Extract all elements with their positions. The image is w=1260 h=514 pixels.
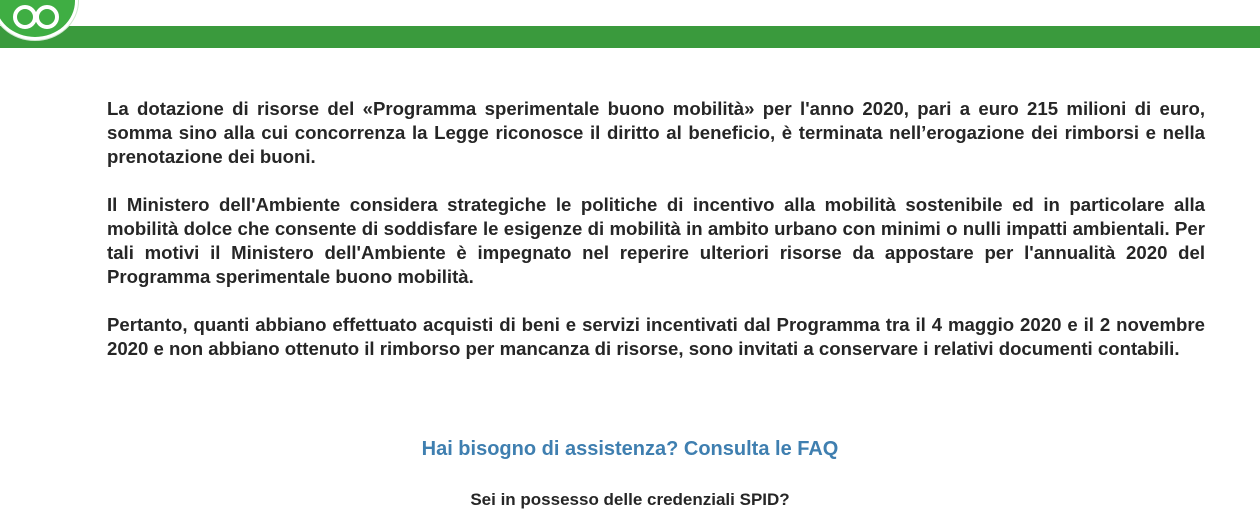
site-header [0,0,1260,48]
info-paragraph-purchases: Pertanto, quanti abbiano effettuato acquisti di beni e servizi incentivati dal Programma tra il 4 maggio 2020 e il 2 novembre 2020 e non abbiano ottenuto il rimborso per mancanza di risorse, sono invitati a conservare i relativi documenti contabili. [107,314,1205,359]
faq-link[interactable]: Hai bisogno di assistenza? Consulta le FAQ [421,438,839,460]
header-green-bar [0,26,1260,48]
main-content [107,97,1205,385]
circular-logo-icon[interactable] [0,0,78,40]
spid-question: Sei in possesso delle credenziali SPID? [470,490,790,509]
info-paragraph-budget: La dotazione di risorse del «Programma sperimentale buono mobilità» per l'anno 2020, pari a euro 215 milioni di euro, somma sino alla cui concorrenza la Legge riconosce il diritto al beneficio, è terminata nell’erogazione dei rimborsi e nella prenotazione dei buoni. [107,98,1205,167]
info-paragraph-ministry: Il Ministero dell'Ambiente considera strategiche le politiche di incentivo alla mobilità sostenibile ed in particolare alla mobilità dolce che consente di soddisfare le esigenze di mobilità in ambito urbano con minimi o nulli impatti ambientali. Per tali motivi il Ministero dell'Ambiente è impegnato nel reperire ulteriori risorse da appostare per l'annualità 2020 del Programma sperimentale buono mobilità. [107,194,1205,287]
